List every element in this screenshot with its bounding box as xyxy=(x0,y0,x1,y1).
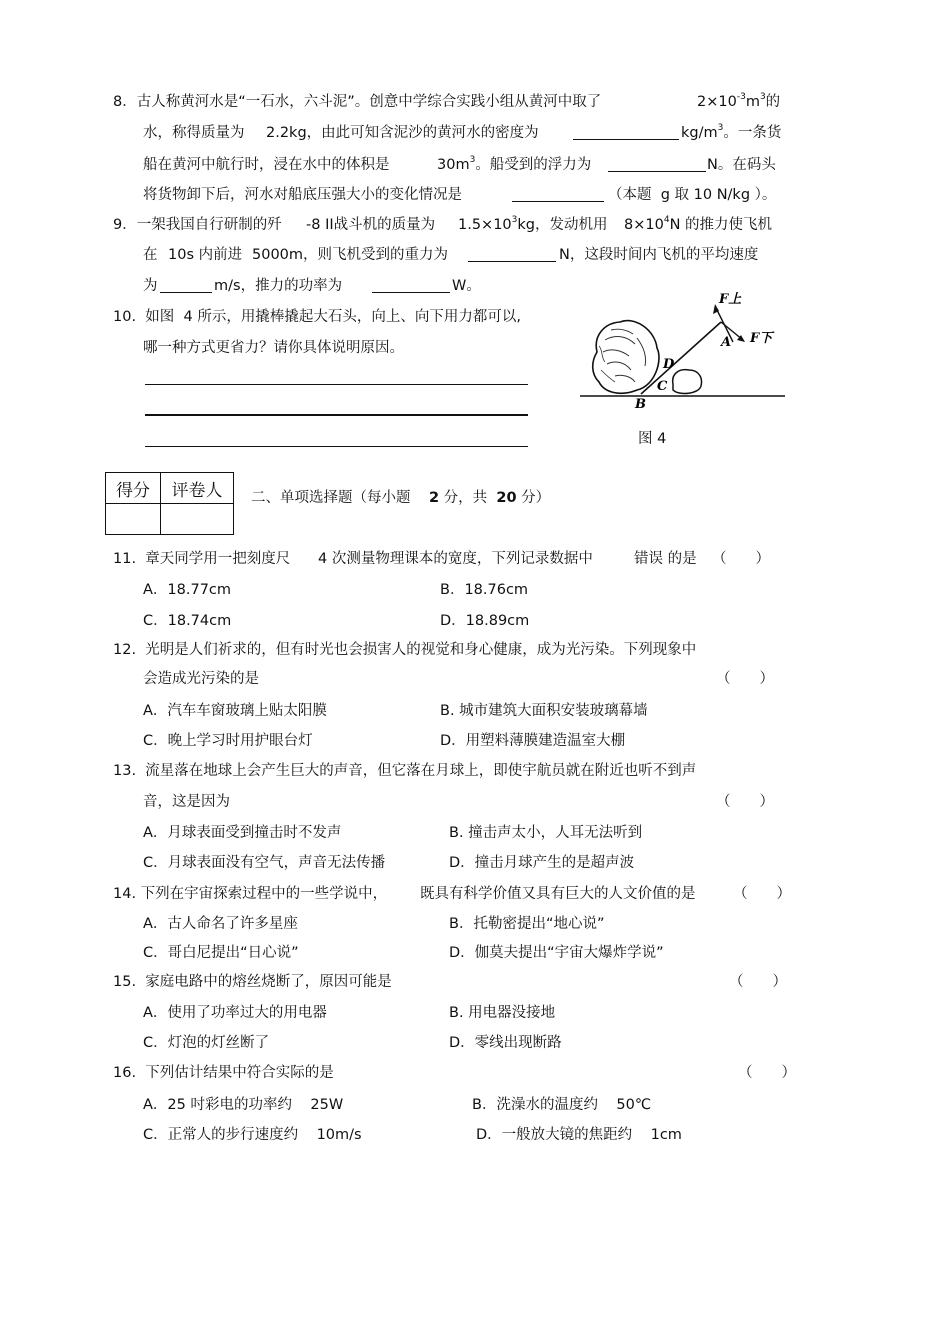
score-table xyxy=(105,472,234,535)
q10-answer-line-1[interactable] xyxy=(145,384,528,385)
q16-option-d[interactable]: D．一般放大镜的焦距约 1cm xyxy=(476,1127,682,1143)
q9-gravity-blank[interactable] xyxy=(468,246,556,262)
q8-line3: 船在黄河中航行时，浸在水中的体积是 xyxy=(143,157,390,173)
q9-line1-value: $1.5\times 10^3kg$，发动机用 xyxy=(458,215,608,233)
q8-line4-end: （本题 g 取 10 N/kg ）。 xyxy=(608,187,777,203)
q14-option-b[interactable]: B．托勒密提出“地心说” xyxy=(449,916,605,932)
q8-line2-end: $kg/m^3$。一条货 xyxy=(681,123,782,141)
q8-line3-volume: $30m^3$。船受到的浮力为 xyxy=(437,155,592,173)
q9-line3-mid: m/s，推力的功率为 xyxy=(214,278,343,294)
q11-option-b[interactable]: B．18.76cm xyxy=(440,582,529,598)
q14-stem: 14. 下列在宇宙探索过程中的一些学说中， xyxy=(113,886,388,902)
label-b: B xyxy=(635,397,646,412)
q9-speed-blank[interactable] xyxy=(160,277,212,293)
q9-line1: 9．一架我国自行研制的歼 xyxy=(113,217,282,233)
q10-line2: 哪一种方式更省力？请你具体说明原因。 xyxy=(143,340,404,356)
q13-option-b[interactable]: B. 撞击声太小，人耳无法听到 xyxy=(449,825,643,841)
q14-answer-paren[interactable]: （ ） xyxy=(733,886,791,902)
q11-stem-b: 4 次测量物理课本的宽度，下列记录数据中 xyxy=(318,551,593,567)
section2-heading: 二、单项选择题（每小题 2 分，共 20 分） xyxy=(251,490,551,506)
q15-option-a[interactable]: A．使用了功率过大的用电器 xyxy=(143,1005,327,1021)
q11-stem-c: 错误 的是 xyxy=(634,551,697,567)
label-a: A xyxy=(721,335,732,350)
q13-answer-paren[interactable]: （ ） xyxy=(716,794,774,810)
q13-option-a[interactable]: A．月球表面受到撞击时不发声 xyxy=(143,825,342,841)
q9-line3-end: W。 xyxy=(452,278,481,294)
q9-number: 9． xyxy=(113,217,137,233)
q12-stem-2: 会造成光污染的是 xyxy=(143,671,259,687)
q16-stem: 16. 下列估计结果中符合实际的是 xyxy=(113,1065,334,1081)
q8-pressure-blank[interactable] xyxy=(512,186,604,202)
q9-line1-mass: -8 II战斗机的质量为 xyxy=(306,217,436,233)
q13-stem-1: 13. 流星落在地球上会产生巨大的声音，但它落在月球上，即使宇航员就在附近也听不到声 xyxy=(113,763,697,779)
score-header: 得分 xyxy=(106,473,161,504)
q13-stem-2: 音，这是因为 xyxy=(143,794,230,810)
q11-answer-paren[interactable]: （ ） xyxy=(712,551,770,567)
q11-option-a[interactable]: A．18.77cm xyxy=(143,582,232,598)
q16-answer-paren[interactable]: （ ） xyxy=(738,1065,796,1081)
q15-answer-paren[interactable]: （ ） xyxy=(729,974,787,990)
q12-option-b[interactable]: B. 城市建筑大面积安装玻璃幕墙 xyxy=(440,703,648,719)
q8-line1: 8．古人称黄河水是“一石水，六斗泥”。创意中学综合实践小组从黄河中取了 xyxy=(113,94,602,110)
q13-option-c[interactable]: C．月球表面没有空气，声音无法传播 xyxy=(143,855,386,871)
q15-option-d[interactable]: D．零线出现断路 xyxy=(449,1035,562,1051)
lever-figure xyxy=(575,290,790,415)
q16-option-c[interactable]: C．正常人的步行速度约 10m/s xyxy=(143,1127,362,1143)
q9-power-blank[interactable] xyxy=(372,277,450,293)
label-c: C xyxy=(657,379,668,394)
q8-line3-end: N。在码头 xyxy=(707,157,776,173)
fulcrum-stone xyxy=(673,370,702,394)
q14-option-d[interactable]: D．伽莫夫提出“宇宙大爆炸学说” xyxy=(449,945,664,961)
q11-stem: 11. 章天同学用一把刻度尺 xyxy=(113,551,291,567)
label-d: D xyxy=(663,357,675,372)
q11-option-d[interactable]: D．18.89cm xyxy=(440,613,530,629)
q8-line2-mid: 2.2kg，由此可知含泥沙的黄河水的密度为 xyxy=(266,125,539,141)
q8-line4: 将货物卸下后，河水对船底压强大小的变化情况是 xyxy=(143,187,462,203)
q9-line3: 为 xyxy=(143,278,158,294)
q10-line1: 10. 如图 4 所示，用撬棒撬起大石头，向上、向下用力都可以, xyxy=(113,309,521,325)
q12-option-c[interactable]: C．晚上学习时用护眼台灯 xyxy=(143,733,313,749)
q13-option-d[interactable]: D．撞击月球产生的是超声波 xyxy=(449,855,635,871)
q9-line2-time: 10s 内前进 xyxy=(168,247,243,263)
q11-option-c[interactable]: C．18.74cm xyxy=(143,613,232,629)
q15-option-c[interactable]: C．灯泡的灯丝断了 xyxy=(143,1035,270,1051)
q12-stem-1: 12. 光明是人们祈求的，但有时光也会损害人的视觉和身心健康，成为光污染。下列现象中 xyxy=(113,642,697,658)
q14-option-a[interactable]: A．古人命名了许多星座 xyxy=(143,916,298,932)
q10-answer-line-3[interactable] xyxy=(145,446,528,447)
q14-stem-b: 既具有科学价值又具有巨大的人文价值的是 xyxy=(420,886,696,902)
figure-caption: 图 4 xyxy=(638,431,667,447)
q9-line2: 在 xyxy=(143,247,158,263)
q8-buoyancy-blank[interactable] xyxy=(608,156,706,172)
q16-option-a[interactable]: A．25 吋彩电的功率约 25W xyxy=(143,1097,344,1113)
q14-option-c[interactable]: C．哥白尼提出“日心说” xyxy=(143,945,299,961)
q10-number: 10. xyxy=(113,309,137,325)
label-f-up: F上 xyxy=(719,292,742,307)
q16-option-b[interactable]: B．洗澡水的温度约 50℃ xyxy=(472,1097,652,1113)
q12-option-d[interactable]: D．用塑料薄膜建造温室大棚 xyxy=(440,733,626,749)
label-f-down: F下 xyxy=(750,331,773,346)
q9-line2-dist: 5000m，则飞机受到的重力为 xyxy=(252,247,449,263)
q9-line1-thrust: $8\times 10^4N$ 的推力使飞机 xyxy=(624,215,773,233)
q10-answer-line-2[interactable] xyxy=(145,414,528,416)
q8-line2: 水，称得质量为 xyxy=(143,125,245,141)
q8-sample-volume: $2\times 10^{-3}m^3$的 xyxy=(697,92,781,110)
q8-number: 8． xyxy=(113,94,137,110)
q9-line2-end: N，这段时间内飞机的平均速度 xyxy=(559,247,759,263)
q8-density-blank[interactable] xyxy=(573,124,679,140)
q15-stem: 15. 家庭电路中的熔丝烧断了，原因可能是 xyxy=(113,974,392,990)
grader-cell[interactable] xyxy=(161,504,234,535)
q15-option-b[interactable]: B. 用电器没接地 xyxy=(449,1005,556,1021)
score-cell[interactable] xyxy=(106,504,161,535)
grader-header: 评卷人 xyxy=(161,473,234,504)
q12-answer-paren[interactable]: （ ） xyxy=(716,671,774,687)
q12-option-a[interactable]: A．汽车车窗玻璃上贴太阳膜 xyxy=(143,703,327,719)
